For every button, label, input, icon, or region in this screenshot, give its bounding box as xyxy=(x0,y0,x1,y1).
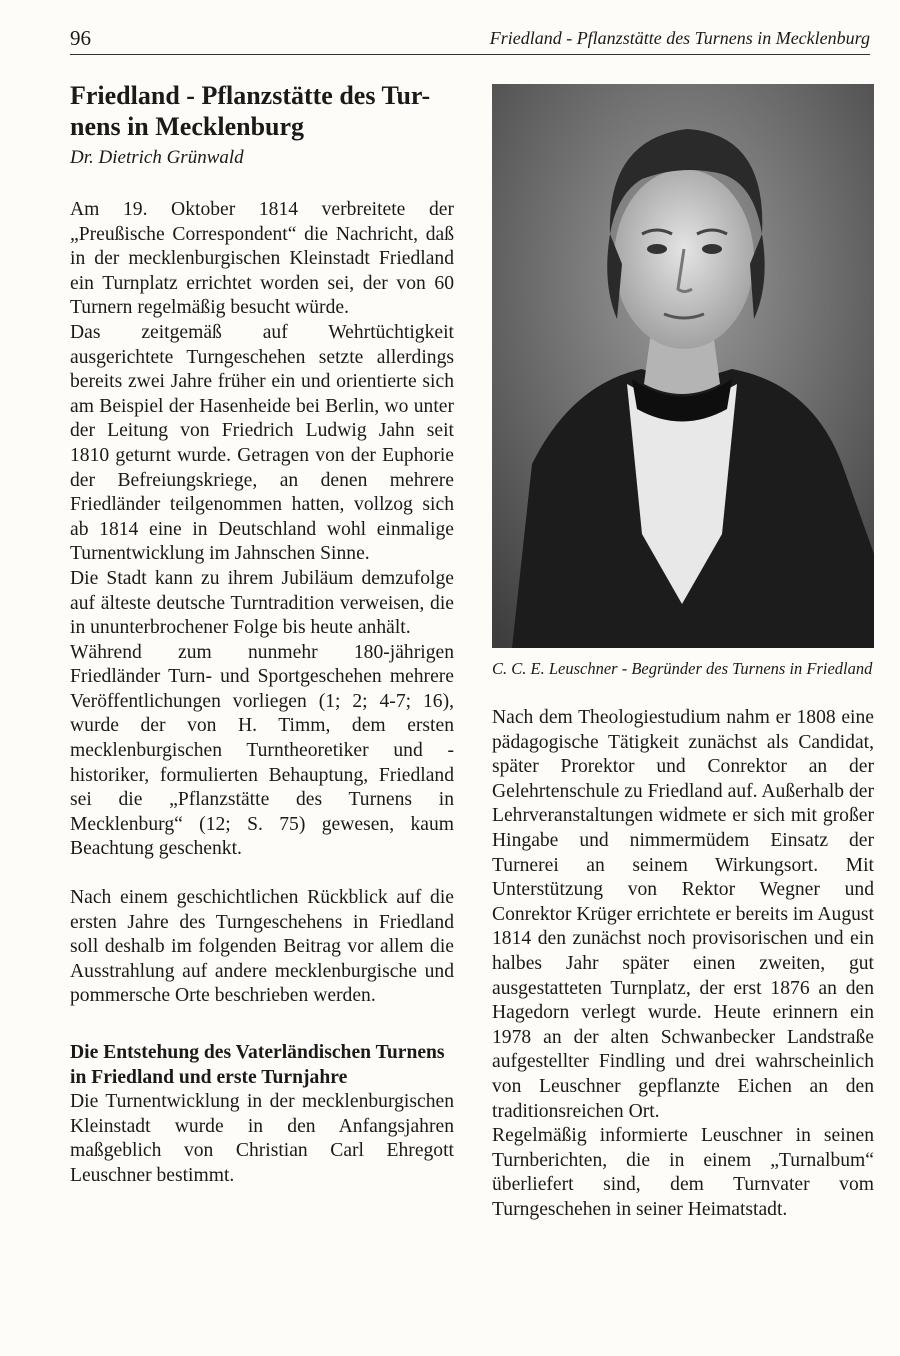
paragraph-jubilaeum: Die Stadt kann zu ihrem Jubiläum demzufolge auf älteste deutsche Turntradition verweisen, die in ununterbrochener Folge bis heute anhält. xyxy=(70,567,454,639)
article-title-line-1: Friedland - Pflanzstätte des Tur- xyxy=(70,81,431,110)
paragraph-veroeffentlichungen: Während zum nunmehr 180-jährigen Friedländer Turn- und Sportgeschehen mehrere Veröffentlichungen vorliegen (1; 2; 4-7; 16), wurde der von H. Timm, dem ersten mecklenburgischen Turntheoretiker und -historiker, formulierten Behauptung, Friedland sei die „Pflanzstätte des Turnens in Mecklenburg“ (12; S. 75) gewesen, kaum Beachtung geschenkt. xyxy=(70,641,454,860)
right-column xyxy=(492,84,874,1222)
paragraph-rueckblick: Nach einem geschichtlichen Rückblick auf die ersten Jahre des Turngeschehens in Friedland soll deshalb im folgenden Beitrag vor allem die Ausstrahlung auf andere mecklenburgische und pommersche Orte beschrieben werden. xyxy=(70,887,454,1007)
paragraph-theologiestudium: Nach dem Theologiestudium nahm er 1808 eine pädagogische Tätigkeit zunächst als Candidat, später Prorektor und Conrektor an der Gelehrtenschule zu Friedland auf. Außerhalb der Lehrveranstaltungen widmete er sich mit großer Hingabe und nimmermüdem Einsatz der Turnerei an seinem Wirkungsort. Mit Unterstützung von Rektor Wegner und Conrektor Krüger errichtete er bereits im August 1814 den zunächst noch provisorischen und ein halbes Jahr später einen zweiten, gut ausgestatteten Turnplatz, der erst 1876 an den Hagedorn verlegt wurde. Heute erinnern ein 1978 an der alten Schwanbecker Landstraße aufgestellter Findling und drei wahrscheinlich von Leuschner gepflanzte Eichen an den traditionsreichen Ort. xyxy=(492,707,874,1122)
paragraph-turngeschehen: Das zeitgemäß auf Wehrtüchtigkeit ausgerichtete Turngeschehen setzte allerdings bereits zwei Jahre früher ein und orientierte sich am Beispiel der Hasenheide bei Berlin, wo unter der Leitung von Friedrich Ludwig Jahn seit 1810 geturnt wurde. Getragen von der Euphorie der Befreiungskriege, an denen mehrere Friedländer teilgenommen hatten, vollzog sich ab 1814 eine in Deutschland wohl einmalige Turnentwicklung im Jahnschen Sinne. xyxy=(70,321,454,565)
section-heading: Die Entstehung des Vaterländischen Turnens in Friedland und erste Turnjahre xyxy=(70,1042,445,1088)
paragraph-section-intro: Die Turnentwicklung in der mecklenburgischen Kleinstadt wurde in den Anfangsjahren maßgeblich von Christian Carl Ehregott Leuschner bestimmt. xyxy=(70,1091,454,1186)
author-byline: Dr. Dietrich Grünwald xyxy=(70,147,244,168)
portrait-photo xyxy=(492,84,874,648)
page-header xyxy=(70,22,870,55)
running-title: Friedland - Pflanzstätte des Turnens in Mecklenburg xyxy=(489,28,870,48)
portrait-illustration xyxy=(492,84,874,648)
paragraph-turnberichte: Regelmäßig informierte Leuschner in seinen Turnberichten, die in einem „Turnalbum“ überliefert sind, dem Turnvater vom Turngeschehen in seiner Heimatstadt. xyxy=(492,1125,874,1220)
left-column xyxy=(70,80,454,1189)
paragraph-intro: Am 19. Oktober 1814 verbreitete der „Preußische Correspondent“ die Nachricht, daß in der mecklenburgischen Kleinstadt Friedland ein Turnplatz errichtet worden sei, der von 60 Turnern regelmäßig besucht würde. xyxy=(70,199,454,319)
photo-caption: C. C. E. Leuschner - Begründer des Turnens in Friedland xyxy=(492,659,873,678)
page-number: 96 xyxy=(70,26,91,50)
article-title xyxy=(70,80,454,142)
article-title-line-2: nens in Mecklenburg xyxy=(70,112,305,141)
